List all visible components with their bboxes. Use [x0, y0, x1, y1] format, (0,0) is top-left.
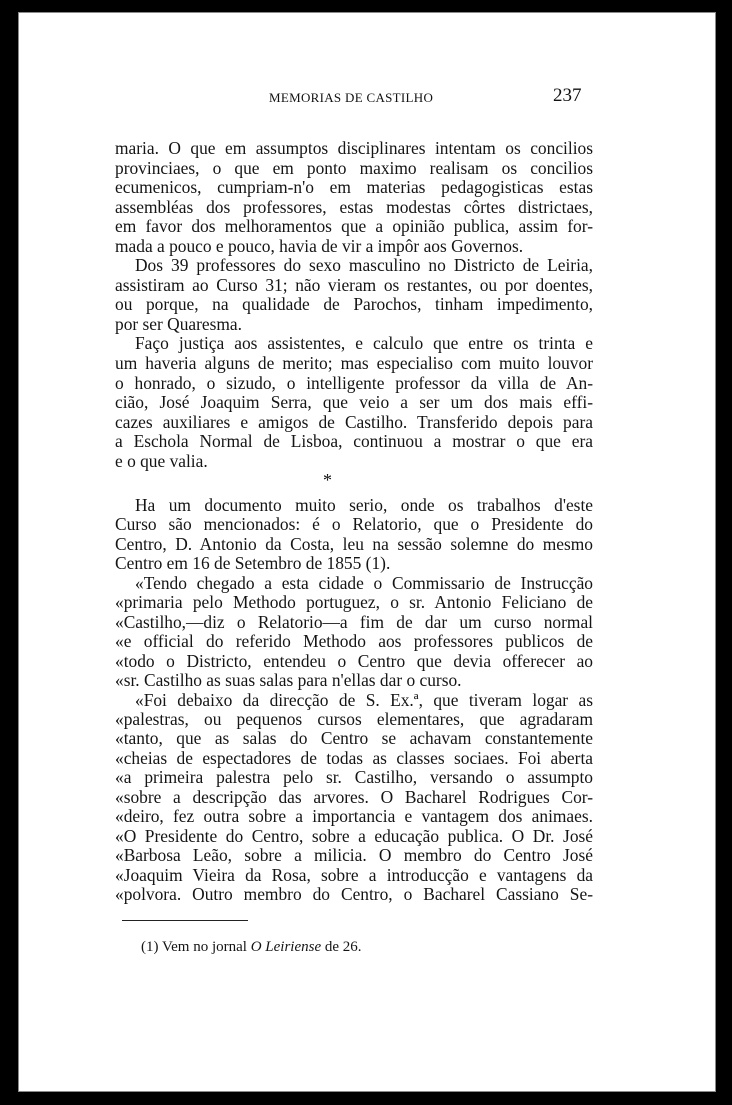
text-line: «todo o Districto, entendeu o Centro que devia offerecer ao — [115, 650, 593, 671]
text-line: ou porque, na qualidade de Parochos, tinham impedimento, — [115, 294, 593, 315]
text-line: «sr. Castilho as suas salas para n'ellas dar o curso. — [115, 670, 462, 691]
text-line: um haveria alguns de merito; mas especialiso com muito louvor — [115, 353, 593, 374]
text-line: «polvora. Outro membro do Centro, o Bacharel Cassiano Se- — [115, 884, 593, 905]
text-line: «O Presidente do Centro, sobre a educação publica. O Dr. José — [115, 825, 593, 846]
footnote-journal-title: O Leiriense — [250, 939, 322, 955]
text-line: cião, José Joaquim Serra, que veio a ser um dos mais effi- — [115, 392, 593, 413]
text-line: «primaria pelo Methodo portuguez, o sr. Antonio Feliciano de — [115, 592, 593, 613]
text-line: Curso são mencionados: é o Relatorio, que o Presidente do — [115, 514, 593, 535]
text-line: a Eschola Normal de Lisboa, continuou a mostrar o que era — [115, 431, 593, 452]
paragraph-block-2 — [115, 496, 593, 905]
text-line: provinciaes, o que em ponto maximo realisam os concilios — [115, 157, 593, 178]
text-line: «Castilho,—diz o Relatorio—a fim de dar um curso normal — [115, 611, 593, 632]
page-number: 237 — [553, 85, 582, 106]
text-line: ecumenicos, cumpriam-n'o em materias pedagogisticas estas — [115, 177, 593, 198]
text-line: e o que valia. — [115, 450, 208, 471]
text-line: «Joaquim Vieira da Rosa, sobre a introducção e vantagens da — [115, 864, 593, 885]
footnote — [141, 939, 362, 956]
text-line: Dos 39 professores do sexo masculino no Districto de Leiria, — [135, 255, 593, 276]
text-line: «deiro, fez outra sobre a importancia e vantagem dos animaes. — [115, 806, 593, 827]
text-line: «e official do referido Methodo aos professores publicos de — [115, 631, 593, 652]
paragraph-block-1 — [115, 139, 593, 471]
book-page — [18, 12, 716, 1092]
text-line: «Barbosa Leão, sobre a milicia. O membro do Centro José — [115, 845, 593, 866]
text-line: Centro, D. Antonio da Costa, leu na sessão solemne do mesmo — [115, 533, 593, 554]
footnote-divider — [122, 920, 248, 921]
text-line: por ser Quaresma. — [115, 313, 242, 334]
text-line: Centro em 16 de Setembro de 1855 (1). — [115, 553, 391, 574]
text-line: o honrado, o sizudo, o intelligente professor da villa de An- — [115, 372, 593, 393]
text-line: cazes auxiliares e amigos de Castilho. Transferido depois para — [115, 411, 593, 432]
footnote-text: Vem no jornal — [161, 939, 247, 955]
text-line: maria. O que em assumptos disciplinares intentam os concilios — [115, 138, 593, 158]
text-line: «Tendo chegado a esta cidade o Commissario de Instrucção — [135, 572, 593, 593]
footnote-text-end: de 26. — [324, 939, 362, 955]
footnote-marker: (1) — [141, 939, 159, 955]
section-ornament: * — [323, 470, 332, 490]
text-line: assistiram ao Curso 31; não vieram os restantes, ou por doentes, — [115, 274, 593, 295]
text-line: assembléas dos professores, estas modestas côrtes districtaes, — [115, 196, 593, 217]
text-line: Faço justiça aos assistentes, e calculo que entre os trinta e — [135, 333, 593, 354]
text-line: «cheias de espectadores de todas as classes sociaes. Foi aberta — [115, 747, 593, 768]
text-line: «Foi debaixo da direcção de S. Ex.ª, que tiveram logar as — [135, 689, 593, 710]
text-line: Ha um documento muito serio, onde os trabalhos d'este — [135, 495, 593, 515]
text-line: «tanto, que as salas do Centro se achavam constantemente — [115, 728, 593, 749]
running-title: MEMORIAS DE CASTILHO — [269, 90, 434, 105]
text-line: em favor dos melhoramentos que a opinião publica, assim for- — [115, 216, 593, 237]
text-line: mada a pouco e pouco, havia de vir a impôr aos Governos. — [115, 235, 524, 256]
text-line: «palestras, ou pequenos cursos elementares, que agradaram — [115, 708, 593, 729]
text-line: «a primeira palestra pelo sr. Castilho, versando o assumpto — [115, 767, 593, 788]
text-line: «sobre a descripção das arvores. O Bacharel Rodrigues Cor- — [115, 786, 593, 807]
